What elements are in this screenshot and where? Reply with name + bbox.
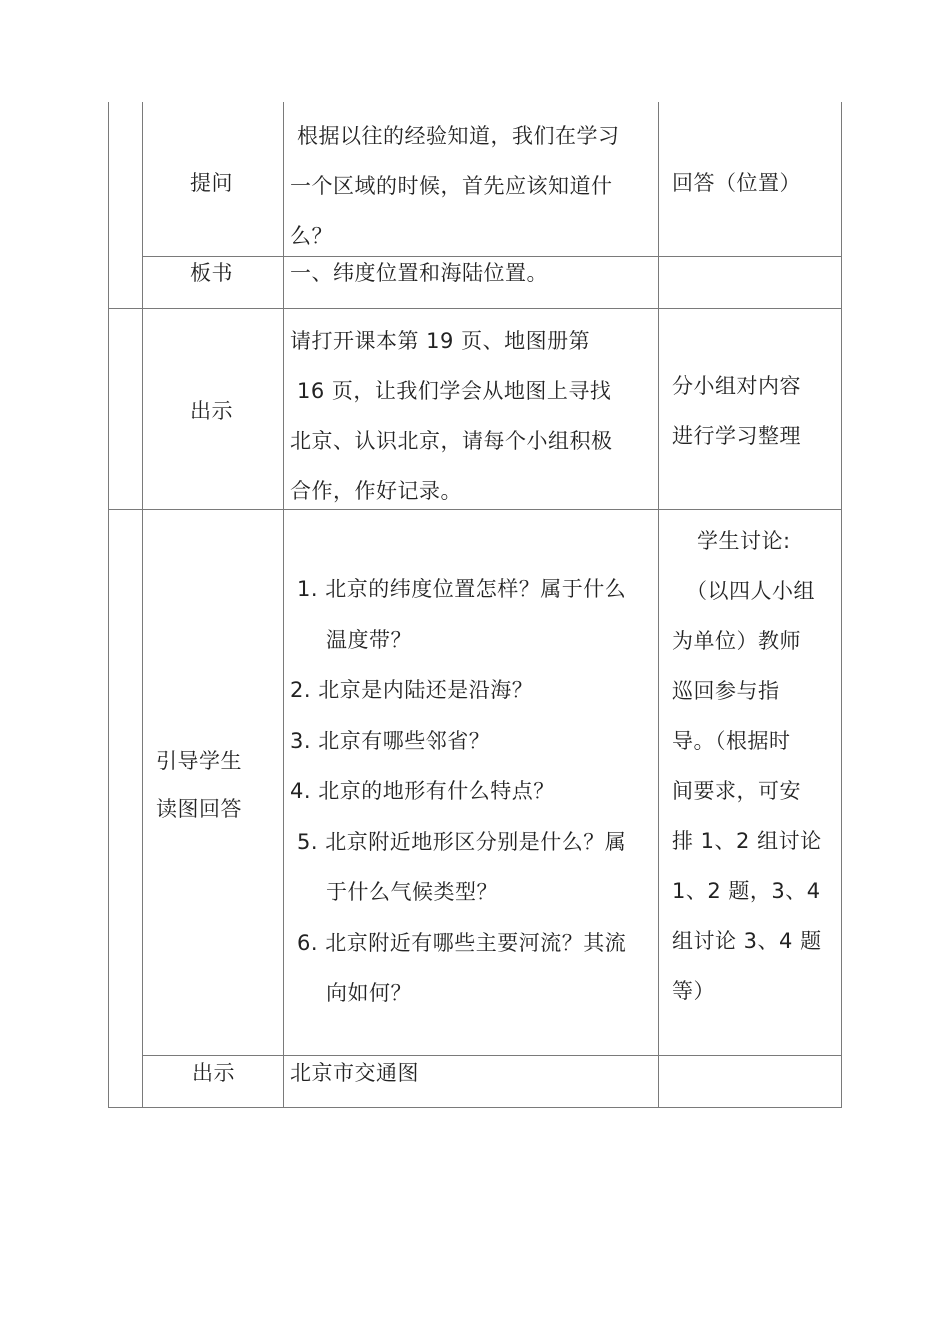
teacher-cell-line: 合作，作好记录。 xyxy=(290,479,462,503)
question-line: 向如何？ xyxy=(326,981,412,1005)
student-cell-line: 排 1、2 组讨论 xyxy=(672,829,822,853)
student-cell-line: 间要求，可安 xyxy=(672,779,801,803)
row-divider xyxy=(142,256,842,257)
action-cell: 出示 xyxy=(190,399,233,423)
action-cell-line: 引导学生 xyxy=(156,749,242,773)
student-cell-line: 分小组对内容 xyxy=(672,374,801,398)
student-cell-line: 等） xyxy=(672,979,715,1003)
student-cell-line: 回答（位置） xyxy=(672,171,801,195)
question-line: 6. 北京附近有哪些主要河流？其流 xyxy=(297,931,627,955)
question-line: 4. 北京的地形有什么特点？ xyxy=(290,779,555,803)
table-border-bottom xyxy=(108,1107,842,1108)
question-line: 于什么气候类型？ xyxy=(326,880,498,904)
question-line: 2. 北京是内陆还是沿海？ xyxy=(290,678,534,702)
student-cell-line: 学生讨论: xyxy=(697,529,791,553)
student-cell-line: 巡回参与指 xyxy=(672,679,780,703)
table-border-right xyxy=(841,102,842,1108)
table-border-left xyxy=(108,102,109,1108)
student-cell-line: 导。（根据时 xyxy=(672,729,791,753)
student-cell-line: （以四人小组 xyxy=(686,579,815,603)
row-divider xyxy=(142,1055,842,1056)
action-cell-line: 读图回答 xyxy=(156,797,242,821)
student-cell-line: 1、2 题，3、4 xyxy=(672,879,821,903)
student-cell-line: 为单位）教师 xyxy=(672,629,801,653)
question-line: 5. 北京附近地形区分别是什么？属 xyxy=(297,830,627,854)
action-cell: 提问 xyxy=(190,171,233,195)
teacher-cell-line: 么？ xyxy=(290,224,333,248)
teacher-cell-line: 请打开课本第 19 页、地图册第 xyxy=(290,329,591,353)
question-line: 温度带？ xyxy=(326,628,412,652)
row-divider xyxy=(108,308,842,309)
table-divider-2 xyxy=(283,102,284,1108)
teacher-cell-line: 一、纬度位置和海陆位置。 xyxy=(290,261,548,285)
teacher-cell-line: 一个区域的时候，首先应该知道什 xyxy=(290,174,613,198)
row-divider xyxy=(108,509,842,510)
action-cell: 板书 xyxy=(190,261,233,285)
question-line: 1. 北京的纬度位置怎样？属于什么 xyxy=(297,577,627,601)
teacher-cell-line: 北京、认识北京，请每个小组积极 xyxy=(290,429,613,453)
question-line: 3. 北京有哪些邻省？ xyxy=(290,729,491,753)
teacher-cell-line: 北京市交通图 xyxy=(290,1061,419,1085)
action-cell: 出示 xyxy=(192,1061,235,1085)
teacher-cell-line: 16 页，让我们学会从地图上寻找 xyxy=(297,379,612,403)
teacher-cell-line: 根据以往的经验知道，我们在学习 xyxy=(297,124,620,148)
student-cell-line: 进行学习整理 xyxy=(672,424,801,448)
table-divider-3 xyxy=(658,102,659,1108)
student-cell-line: 组讨论 3、4 题 xyxy=(672,929,822,953)
table-divider-1 xyxy=(142,102,143,1108)
